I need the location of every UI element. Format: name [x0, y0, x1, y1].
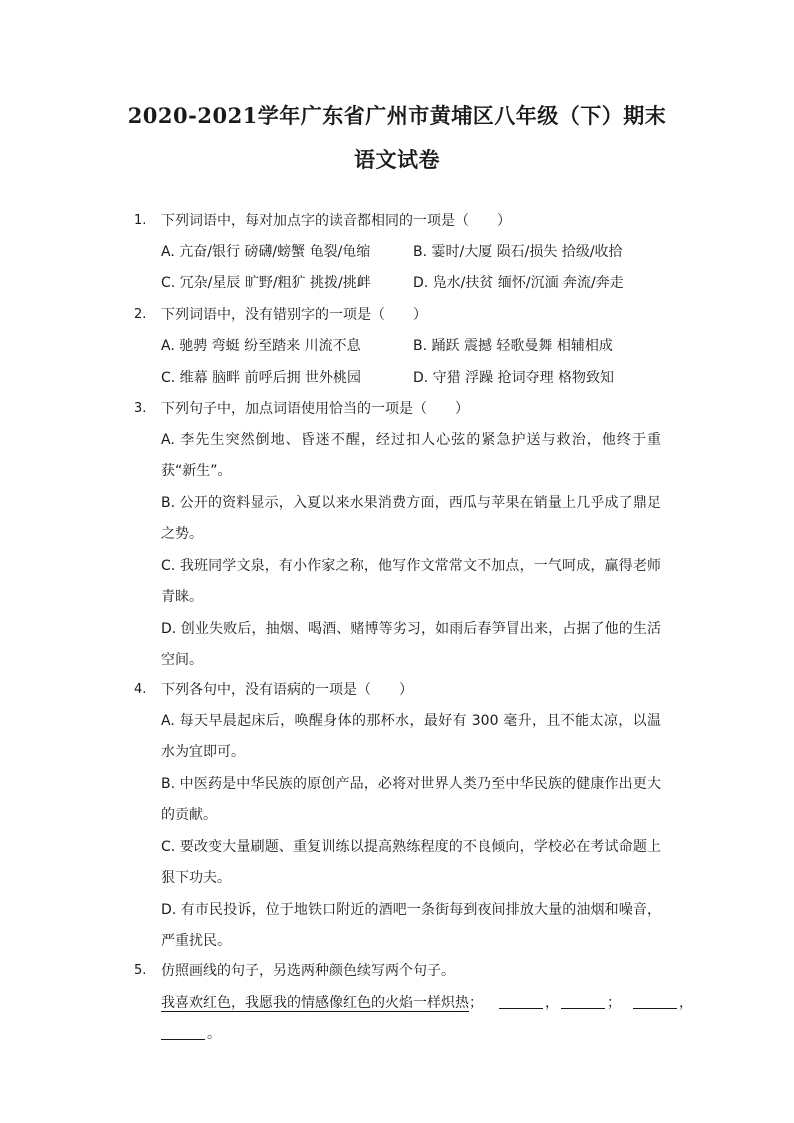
question-stem: 下列各句中，没有语病的一项是（ ） — [161, 682, 413, 698]
question-number: 5. — [134, 963, 147, 978]
option-a: A. 亢奋/银行 磅礴/螃蟹 龟裂/龟缩 — [161, 244, 371, 260]
period: 。 — [207, 1026, 221, 1042]
semicolon: ； — [469, 995, 483, 1011]
option-d: D. 创业失败后，抽烟、喝酒、赌博等劣习，如雨后春笋冒出来，占据了他的生活空间。 — [161, 621, 661, 668]
underlined-sentence: 我喜欢红色，我愿我的情感像红色的火焰一样炽热 — [161, 995, 469, 1011]
title-line-1: 2020-2021学年广东省广州市黄埔区八年级（下）期末 — [127, 103, 667, 128]
option-c: C. 我班同学文泉，有小作家之称，他写作文常常文不加点，一气呵成，赢得老师青睐。 — [161, 558, 661, 605]
question-number: 2. — [134, 307, 147, 322]
question-stem: 下列词语中，没有错别字的一项是（ ） — [161, 307, 427, 323]
answer-blank[interactable] — [561, 994, 605, 1009]
option-c: C. 要改变大量刷题、重复训练以提高熟练程度的不良倾向，学校必在考试命题上狠下功夫。 — [161, 839, 661, 886]
option-b: B. 公开的资料显示，入夏以来水果消费方面，西瓜与苹果在销量上几乎成了鼎足之势。 — [161, 495, 661, 542]
option-a: A. 每天早晨起床后，唤醒身体的那杯水，最好有 300 毫升，且不能太凉，以温水为宜即可。 — [161, 713, 661, 760]
option-d: D. 凫水/扶贫 缅怀/沉湎 奔流/奔走 — [413, 275, 624, 291]
comma: ， — [545, 995, 559, 1011]
answer-blank[interactable] — [161, 1025, 205, 1040]
option-a: A. 驰骋 弯蜓 纷至踏来 川流不息 — [161, 338, 361, 354]
question-number: 3. — [134, 401, 147, 416]
fill-in-line-2 — [161, 1024, 221, 1044]
semicolon: ； — [607, 995, 621, 1011]
answer-blank[interactable] — [499, 994, 543, 1009]
question-stem: 仿照画线的句子，另选两种颜色续写两个句子。 — [161, 963, 455, 979]
question-number: 1. — [134, 213, 147, 228]
option-a: A. 李先生突然倒地、昏迷不醒，经过扣人心弦的紧急护送与救治，他终于重获“新生”。 — [161, 432, 661, 479]
option-b: B. 霎时/大厦 陨石/损失 拾级/收拾 — [413, 244, 623, 260]
option-d: D. 守猎 浮躁 抢词夺理 格物致知 — [413, 370, 615, 386]
question-number: 4. — [134, 682, 147, 697]
comma: ， — [679, 995, 693, 1011]
question-stem: 下列词语中，每对加点字的读音都相同的一项是（ ） — [161, 213, 511, 229]
option-c: C. 维幕 脑畔 前呼后拥 世外桃园 — [161, 370, 362, 386]
fill-in-line — [161, 993, 693, 1013]
option-c: C. 冗杂/星辰 旷野/粗犷 挑拨/挑衅 — [161, 275, 371, 291]
title-line-2: 语文试卷 — [354, 147, 440, 172]
option-b: B. 踊跃 震撼 轻歌曼舞 相辅相成 — [413, 338, 613, 354]
question-stem: 下列句子中，加点词语使用恰当的一项是（ ） — [161, 401, 469, 417]
option-d: D. 有市民投诉，位于地铁口附近的酒吧一条街每到夜间排放大量的油烟和噪音，严重扰民。 — [161, 902, 661, 949]
answer-blank[interactable] — [633, 994, 677, 1009]
option-b: B. 中医药是中华民族的原创产品，必将对世界人类乃至中华民族的健康作出更大的贡献。 — [161, 776, 661, 823]
